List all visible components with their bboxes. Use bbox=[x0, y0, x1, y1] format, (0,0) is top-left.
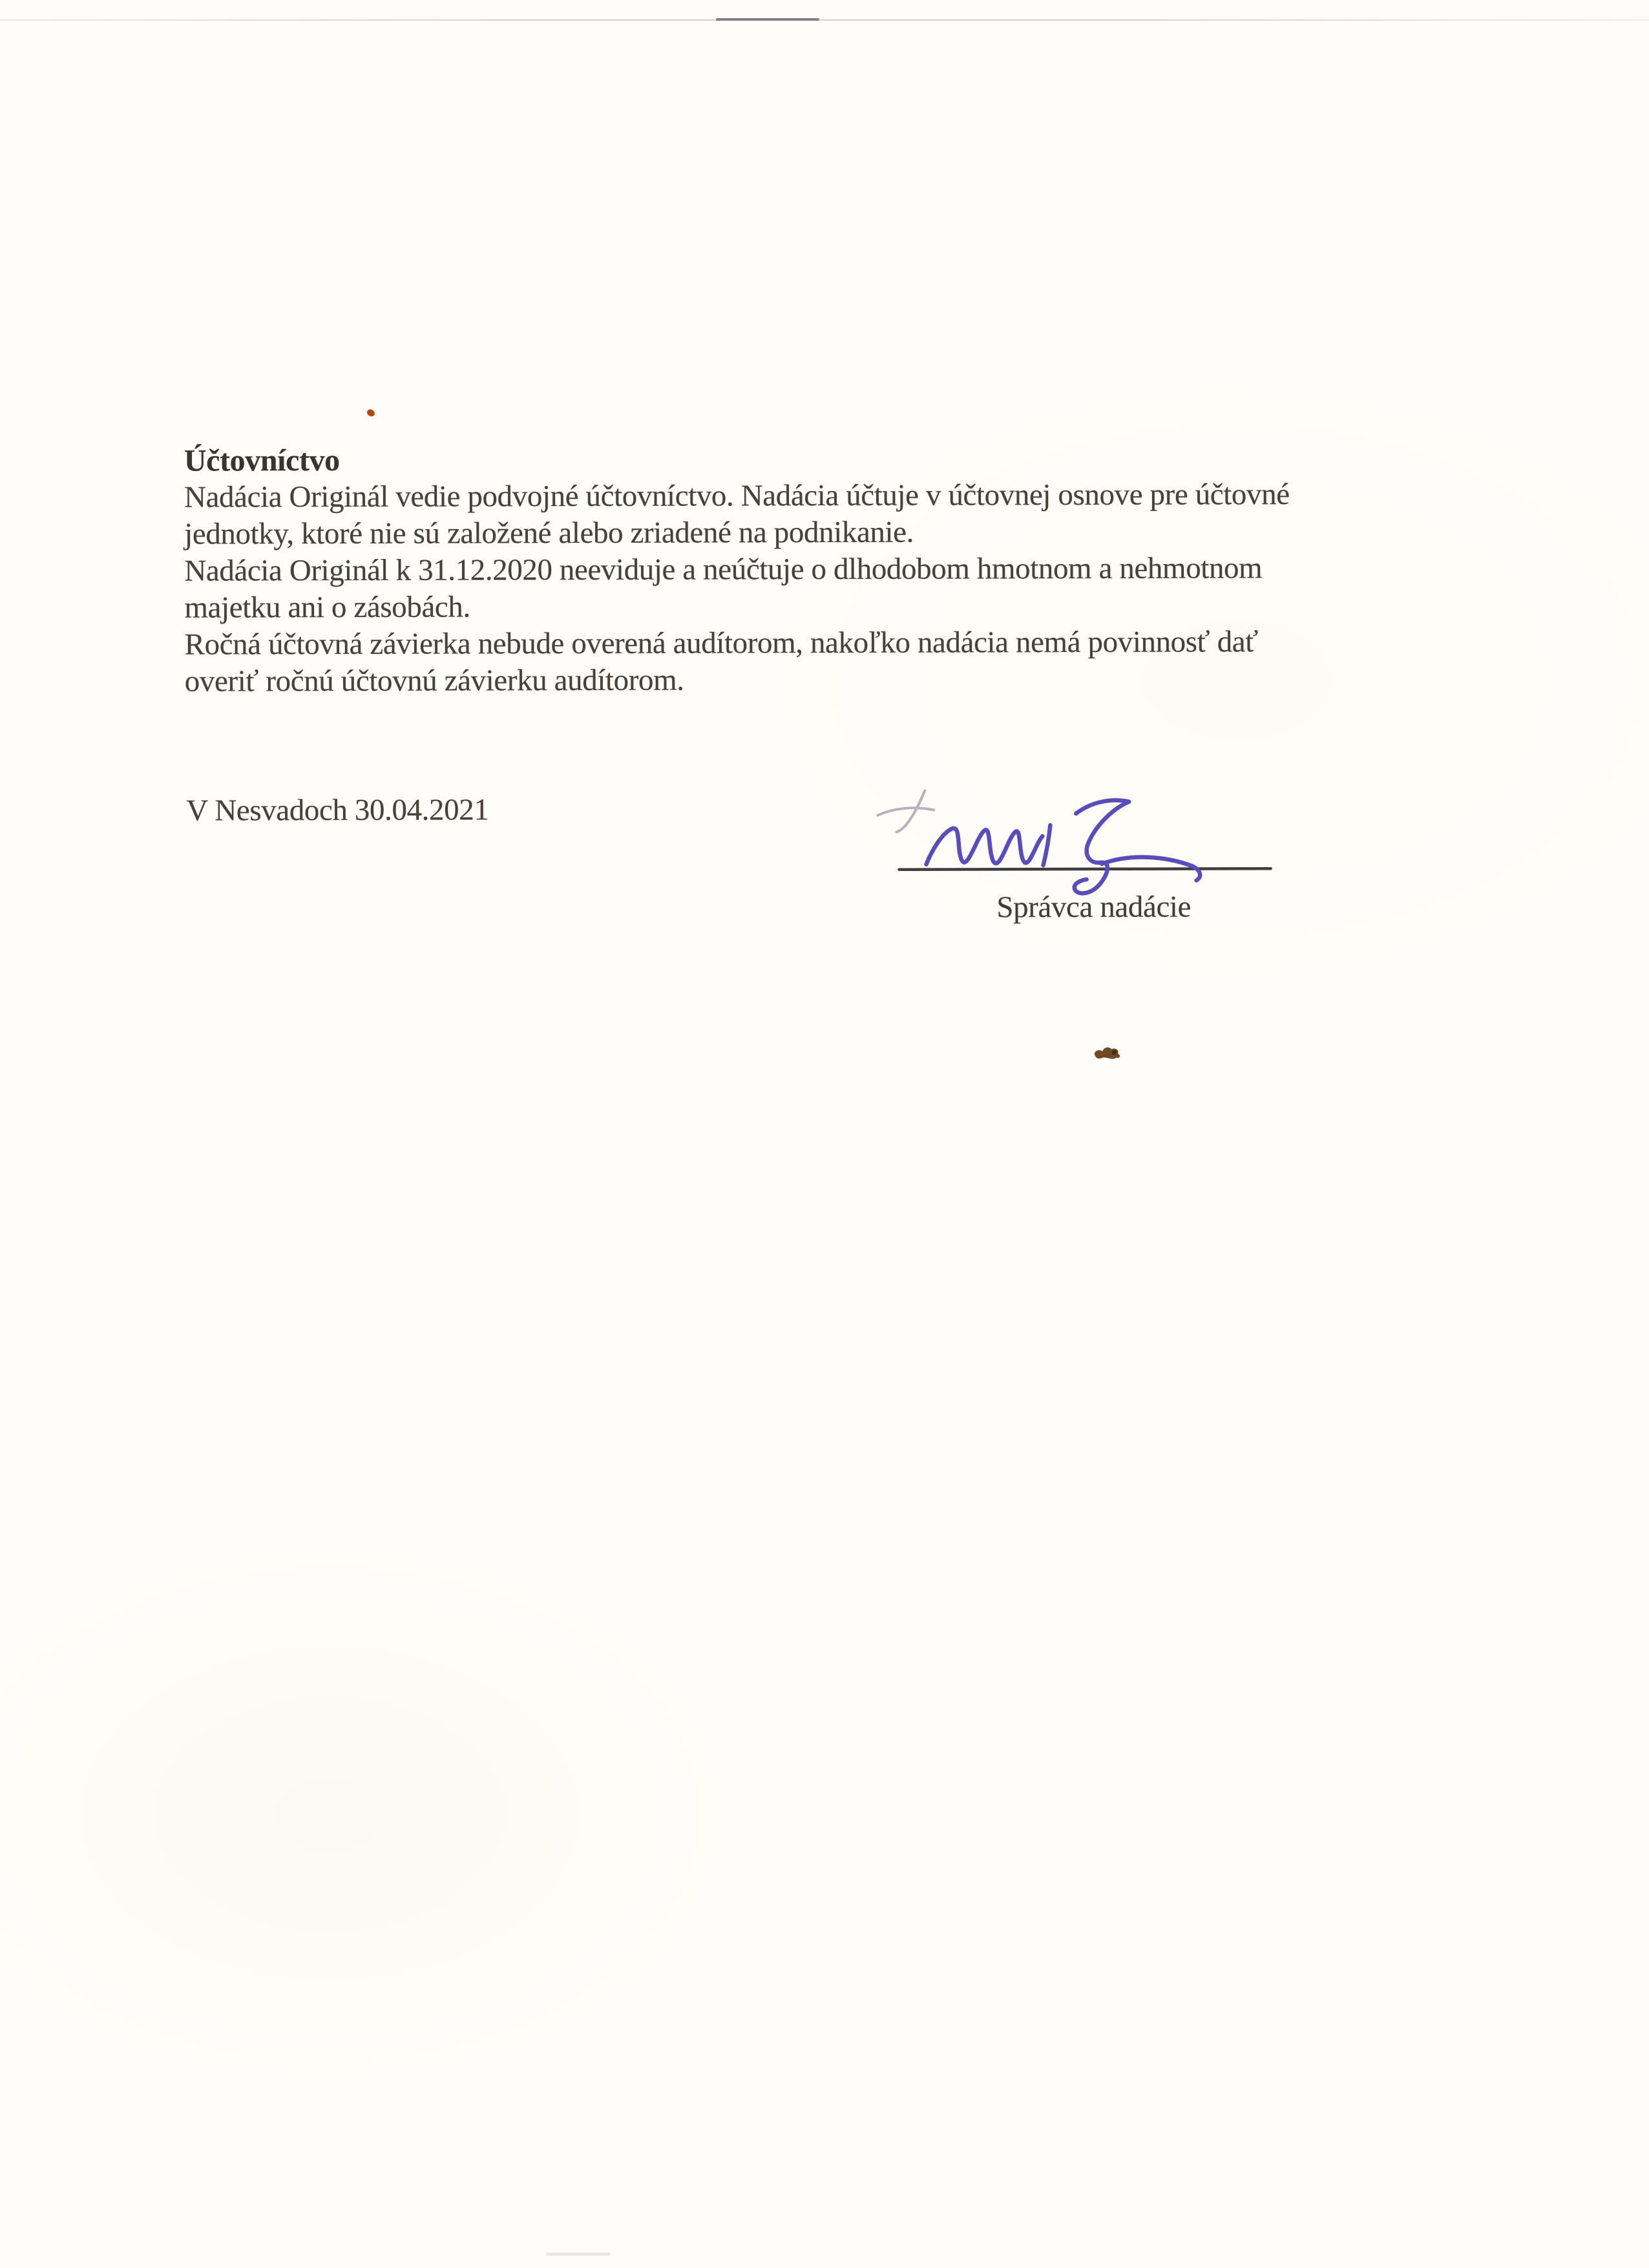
body-line: Nadácia Originál vedie podvojné účtovníctvo. Nadácia účtuje v účtovnej osnove pre účtovné bbox=[184, 478, 1290, 514]
accounting-section bbox=[184, 439, 1290, 700]
ink-blot-dark-spot bbox=[1111, 1050, 1117, 1055]
scan-artifact-smudge bbox=[546, 2252, 611, 2256]
section-heading: Účtovníctvo bbox=[184, 443, 340, 478]
body-line: Nadácia Originál k 31.12.2020 neeviduje a neúčtuje o dlhodobom hmotnom a nehmotnom bbox=[184, 551, 1263, 588]
signature-role-label: Správca nadácie bbox=[996, 890, 1192, 925]
body-line: jednotky, ktoré nie sú založené alebo zriadené na podnikanie. bbox=[184, 515, 914, 551]
body-line: majetku ani o zásobách. bbox=[184, 590, 470, 625]
place-date-line: V Nesvadoch 30.04.2021 bbox=[186, 793, 489, 828]
signature-scribble bbox=[926, 825, 1050, 866]
signature-line bbox=[899, 868, 1271, 870]
signature-scribble-flourish bbox=[1074, 800, 1200, 893]
ink-blot bbox=[1092, 1044, 1123, 1063]
body-line: overiť ročnú účtovnú závierku audítorom. bbox=[184, 663, 684, 698]
body-line: Ročná účtovná závierka nebude overená audítorom, nakoľko nadácia nemá povinnosť dať bbox=[184, 625, 1258, 662]
pencil-cross-mark bbox=[877, 791, 934, 832]
